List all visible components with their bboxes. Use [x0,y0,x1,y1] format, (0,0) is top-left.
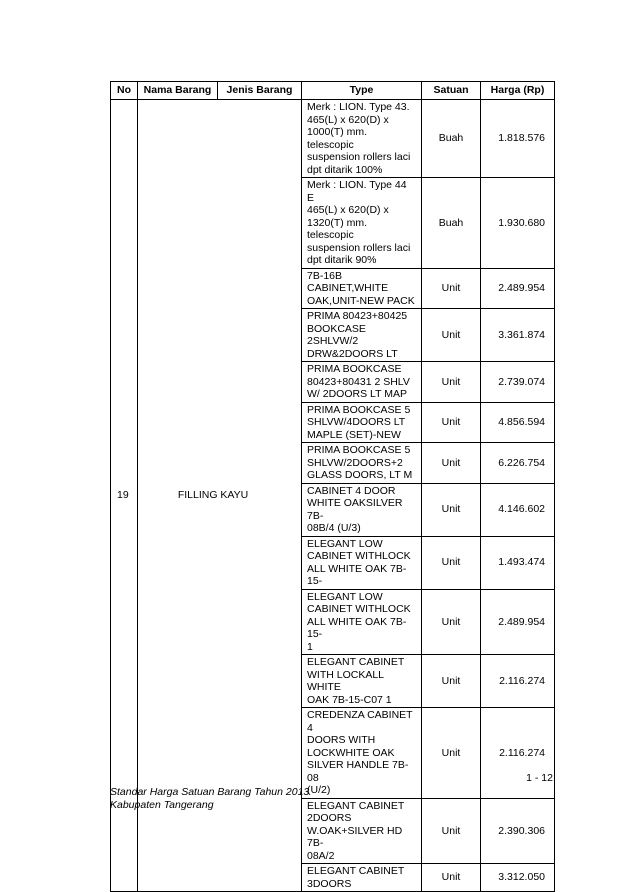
header-satuan: Satuan [422,82,481,100]
unit-cell: Unit [422,798,481,864]
unit-cell: Unit [422,362,481,403]
type-cell: Merk : LION. Type 44 E 465(L) x 620(D) x 1320(T) mm. telescopic suspension rollers laci dpt ditarik 90% [302,178,422,269]
type-cell: PRIMA BOOKCASE 5 SHLVW/2DOORS+2 GLASS DOORS, LT M [302,443,422,484]
type-cell: PRIMA BOOKCASE 80423+80431 2 SHLV W/ 2DOORS LT MAP [302,362,422,403]
item-jenis [218,100,302,892]
type-cell: PRIMA 80423+80425 BOOKCASE 2SHLVW/2 DRW&2DOORS LT [302,309,422,362]
type-cell: Merk : LION. Type 43. 465(L) x 620(D) x 1000(T) mm. telescopic suspension rollers laci dpt ditarik 100% [302,100,422,178]
price-cell: 3.361.874 [481,309,555,362]
type-cell: ELEGANT LOW CABINET WITHLOCK ALL WHITE OAK 7B-15- 1 [302,589,422,655]
page-number: 1 - 12 [526,772,553,784]
type-cell: 7B-16B CABINET,WHITE OAK,UNIT-NEW PACK [302,268,422,309]
price-cell: 2.489.954 [481,268,555,309]
price-cell: 2.116.274 [481,655,555,708]
type-cell: ELEGANT CABINET 3DOORS [302,864,422,892]
price-cell: 2.390.306 [481,798,555,864]
type-cell: ELEGANT CABINET 2DOORS W.OAK+SILVER HD 7B- 08A/2 [302,798,422,864]
unit-cell: Unit [422,443,481,484]
price-cell: 1.930.680 [481,178,555,269]
price-cell: 3.312.050 [481,864,555,892]
type-cell: CABINET 4 DOOR WHITE OAKSILVER 7B- 08B/4 (U/3) [302,483,422,536]
unit-cell: Buah [422,100,481,178]
item-name: FILLING [138,100,218,892]
price-cell: 4.146.602 [481,483,555,536]
price-cell: 1.493.474 [481,536,555,589]
unit-cell: Unit [422,864,481,892]
unit-cell: Unit [422,655,481,708]
price-cell: 2.116.274 [481,708,555,799]
price-cell: 6.226.754 [481,443,555,484]
price-cell: 2.489.954 [481,589,555,655]
header-nama-barang: Nama Barang [138,82,218,100]
price-cell: 4.856.594 [481,402,555,443]
unit-cell: Unit [422,483,481,536]
header-no: No [111,82,138,100]
unit-cell: Unit [422,309,481,362]
price-cell: 2.739.074 [481,362,555,403]
unit-cell: Unit [422,708,481,799]
footer [110,786,309,812]
header-type: Type [302,82,422,100]
type-cell: PRIMA BOOKCASE 5 SHLVW/4DOORS LT MAPLE (SET)-NEW [302,402,422,443]
type-cell: ELEGANT CABINET WITH LOCKALL WHITE OAK 7B-15-C07 1 [302,655,422,708]
table-row [111,100,555,178]
footer-line-1: Standar Harga Satuan Barang Tahun 2013 [110,786,310,798]
unit-cell: Unit [422,536,481,589]
price-table [110,81,555,892]
unit-cell: Unit [422,402,481,443]
header-jenis-barang: Jenis Barang [218,82,302,100]
item-number: 19 [111,100,138,892]
type-cell: CREDENZA CABINET 4 DOORS WITH LOCKWHITE OAK SILVER HANDLE 7B-08 (U/2) [302,708,422,799]
header-row [111,82,555,100]
type-cell: ELEGANT LOW CABINET WITHLOCK ALL WHITE OAK 7B-15- [302,536,422,589]
footer-line-2: Kabupaten Tangerang [110,799,214,811]
price-cell: 1.818.576 [481,100,555,178]
table-body [111,100,555,892]
unit-cell: Unit [422,589,481,655]
header-harga: Harga (Rp) [481,82,555,100]
unit-cell: Unit [422,268,481,309]
item-jenis-value: KAYU [220,489,249,502]
unit-cell: Buah [422,178,481,269]
